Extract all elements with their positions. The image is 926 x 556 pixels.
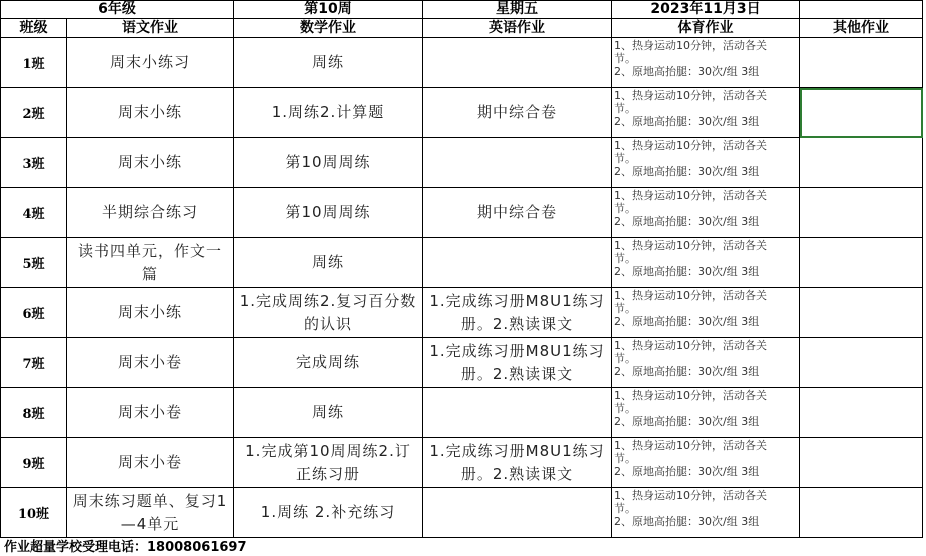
- english-cell[interactable]: 期中综合卷: [423, 188, 612, 238]
- pe-cell[interactable]: [612, 388, 800, 438]
- pe-cell[interactable]: [612, 38, 800, 88]
- pe-text-line: 2、原地高抬腿：30次/组 3组: [614, 365, 760, 378]
- pe-text-line: 2、原地高抬腿：30次/组 3组: [614, 315, 760, 328]
- col-header-pe[interactable]: 体育作业: [612, 19, 800, 38]
- date-cell[interactable]: 2023年11月3日: [612, 1, 800, 19]
- pe-cell[interactable]: [612, 288, 800, 338]
- pe-text-line: 节。: [614, 352, 636, 365]
- pe-text-line: 2、原地高抬腿：30次/组 3组: [614, 215, 760, 228]
- pe-text-line: 1、热身运动10分钟，活动各关: [614, 189, 767, 202]
- chinese-cell[interactable]: 半期综合练习: [67, 188, 234, 238]
- math-cell[interactable]: 周练: [234, 388, 423, 438]
- pe-text-line: 2、原地高抬腿：30次/组 3组: [614, 465, 760, 478]
- chinese-cell[interactable]: 周末练习题单、复习1—4单元: [67, 488, 234, 538]
- table-row: [1, 38, 923, 88]
- table-row: [1, 288, 923, 338]
- pe-cell[interactable]: [612, 338, 800, 388]
- class-cell[interactable]: 8班: [1, 388, 67, 438]
- english-cell[interactable]: 1.完成练习册M8U1练习册。2.熟读课文: [423, 338, 612, 388]
- table-row: [1, 88, 923, 138]
- pe-text-line: 1、热身运动10分钟，活动各关: [614, 39, 767, 52]
- pe-text-line: 节。: [614, 52, 636, 65]
- english-cell[interactable]: 期中综合卷: [423, 88, 612, 138]
- week-cell[interactable]: 第10周: [234, 1, 423, 19]
- header-row-top: [1, 1, 923, 19]
- english-cell[interactable]: [423, 138, 612, 188]
- math-cell[interactable]: 周练: [234, 38, 423, 88]
- chinese-cell[interactable]: 周末小练: [67, 288, 234, 338]
- other-cell[interactable]: [800, 138, 923, 188]
- pe-text-line: 2、原地高抬腿：30次/组 3组: [614, 515, 760, 528]
- other-cell[interactable]: [800, 438, 923, 488]
- pe-cell[interactable]: [612, 88, 800, 138]
- other-cell[interactable]: [800, 238, 923, 288]
- pe-text-line: 2、原地高抬腿：30次/组 3组: [614, 65, 760, 78]
- chinese-cell[interactable]: 周末小卷: [67, 438, 234, 488]
- pe-cell[interactable]: [612, 138, 800, 188]
- pe-text-line: 1、热身运动10分钟，活动各关: [614, 289, 767, 302]
- english-cell[interactable]: [423, 238, 612, 288]
- chinese-cell[interactable]: 读书四单元，作文一篇: [67, 238, 234, 288]
- english-cell[interactable]: [423, 388, 612, 438]
- other-cell[interactable]: [800, 38, 923, 88]
- pe-text-line: 节。: [614, 152, 636, 165]
- pe-text-line: 2、原地高抬腿：30次/组 3组: [614, 265, 760, 278]
- pe-text-line: 2、原地高抬腿：30次/组 3组: [614, 115, 760, 128]
- math-cell[interactable]: 1.周练 2.补充练习: [234, 488, 423, 538]
- pe-cell[interactable]: [612, 488, 800, 538]
- chinese-cell[interactable]: 周末小练: [67, 138, 234, 188]
- pe-cell[interactable]: [612, 188, 800, 238]
- class-cell[interactable]: 5班: [1, 238, 67, 288]
- math-cell[interactable]: 第10周周练: [234, 138, 423, 188]
- table-row: [1, 388, 923, 438]
- english-cell[interactable]: [423, 38, 612, 88]
- pe-text-line: 节。: [614, 252, 636, 265]
- pe-text-line: 节。: [614, 202, 636, 215]
- col-header-math[interactable]: 数学作业: [234, 19, 423, 38]
- table-row: [1, 488, 923, 538]
- complaint-hotline-note: 作业超量学校受理电话：18008061697: [4, 540, 247, 555]
- chinese-cell[interactable]: 周末小卷: [67, 338, 234, 388]
- other-cell[interactable]: [800, 338, 923, 388]
- pe-cell[interactable]: [612, 238, 800, 288]
- class-cell[interactable]: 6班: [1, 288, 67, 338]
- grade-cell[interactable]: 6年级: [1, 1, 234, 19]
- col-header-english[interactable]: 英语作业: [423, 19, 612, 38]
- english-cell[interactable]: 1.完成练习册M8U1练习册。2.熟读课文: [423, 438, 612, 488]
- math-cell[interactable]: 周练: [234, 238, 423, 288]
- table-row: [1, 188, 923, 238]
- math-cell[interactable]: 1.完成第10周周练2.订正练习册: [234, 438, 423, 488]
- class-cell[interactable]: 2班: [1, 88, 67, 138]
- pe-text-line: 1、热身运动10分钟，活动各关: [614, 439, 767, 452]
- other-cell[interactable]: [800, 388, 923, 438]
- pe-cell[interactable]: [612, 438, 800, 488]
- pe-text-line: 节。: [614, 502, 636, 515]
- other-cell[interactable]: [800, 288, 923, 338]
- chinese-cell[interactable]: 周末小练: [67, 88, 234, 138]
- table-row: [1, 438, 923, 488]
- col-header-class[interactable]: 班级: [1, 19, 67, 38]
- table-row: [1, 338, 923, 388]
- pe-text-line: 节。: [614, 452, 636, 465]
- pe-text-line: 1、热身运动10分钟，活动各关: [614, 239, 767, 252]
- pe-text-line: 1、热身运动10分钟，活动各关: [614, 89, 767, 102]
- pe-text-line: 1、热身运动10分钟，活动各关: [614, 339, 767, 352]
- selected-cell[interactable]: [800, 88, 923, 138]
- math-cell[interactable]: 完成周练: [234, 338, 423, 388]
- col-header-other[interactable]: 其他作业: [800, 19, 923, 38]
- pe-text-line: 1、热身运动10分钟，活动各关: [614, 489, 767, 502]
- weekday-cell[interactable]: 星期五: [423, 1, 612, 19]
- other-cell[interactable]: [800, 488, 923, 538]
- class-cell[interactable]: 10班: [1, 488, 67, 538]
- pe-text-line: 节。: [614, 102, 636, 115]
- math-cell[interactable]: 第10周周练: [234, 188, 423, 238]
- pe-text-line: 2、原地高抬腿：30次/组 3组: [614, 165, 760, 178]
- class-cell[interactable]: 3班: [1, 138, 67, 188]
- pe-text-line: 节。: [614, 302, 636, 315]
- table-row: [1, 138, 923, 188]
- table-row: [1, 238, 923, 288]
- blank-header-cell[interactable]: [800, 1, 923, 19]
- pe-text-line: 1、热身运动10分钟，活动各关: [614, 139, 767, 152]
- math-cell[interactable]: 1.完成周练2.复习百分数的认识: [234, 288, 423, 338]
- english-cell[interactable]: [423, 488, 612, 538]
- other-cell[interactable]: [800, 188, 923, 238]
- pe-text-line: 1、热身运动10分钟，活动各关: [614, 389, 767, 402]
- pe-text-line: 2、原地高抬腿：30次/组 3组: [614, 415, 760, 428]
- header-row-columns: [1, 19, 923, 38]
- math-cell[interactable]: 1.周练2.计算题: [234, 88, 423, 138]
- col-header-chinese[interactable]: 语文作业: [67, 19, 234, 38]
- chinese-cell[interactable]: 周末小卷: [67, 388, 234, 438]
- pe-text-line: 节。: [614, 402, 636, 415]
- class-cell[interactable]: 1班: [1, 38, 67, 88]
- class-cell[interactable]: 7班: [1, 338, 67, 388]
- chinese-cell[interactable]: 周末小练习: [67, 38, 234, 88]
- class-cell[interactable]: 9班: [1, 438, 67, 488]
- class-cell[interactable]: 4班: [1, 188, 67, 238]
- english-cell[interactable]: 1.完成练习册M8U1练习册。2.熟读课文: [423, 288, 612, 338]
